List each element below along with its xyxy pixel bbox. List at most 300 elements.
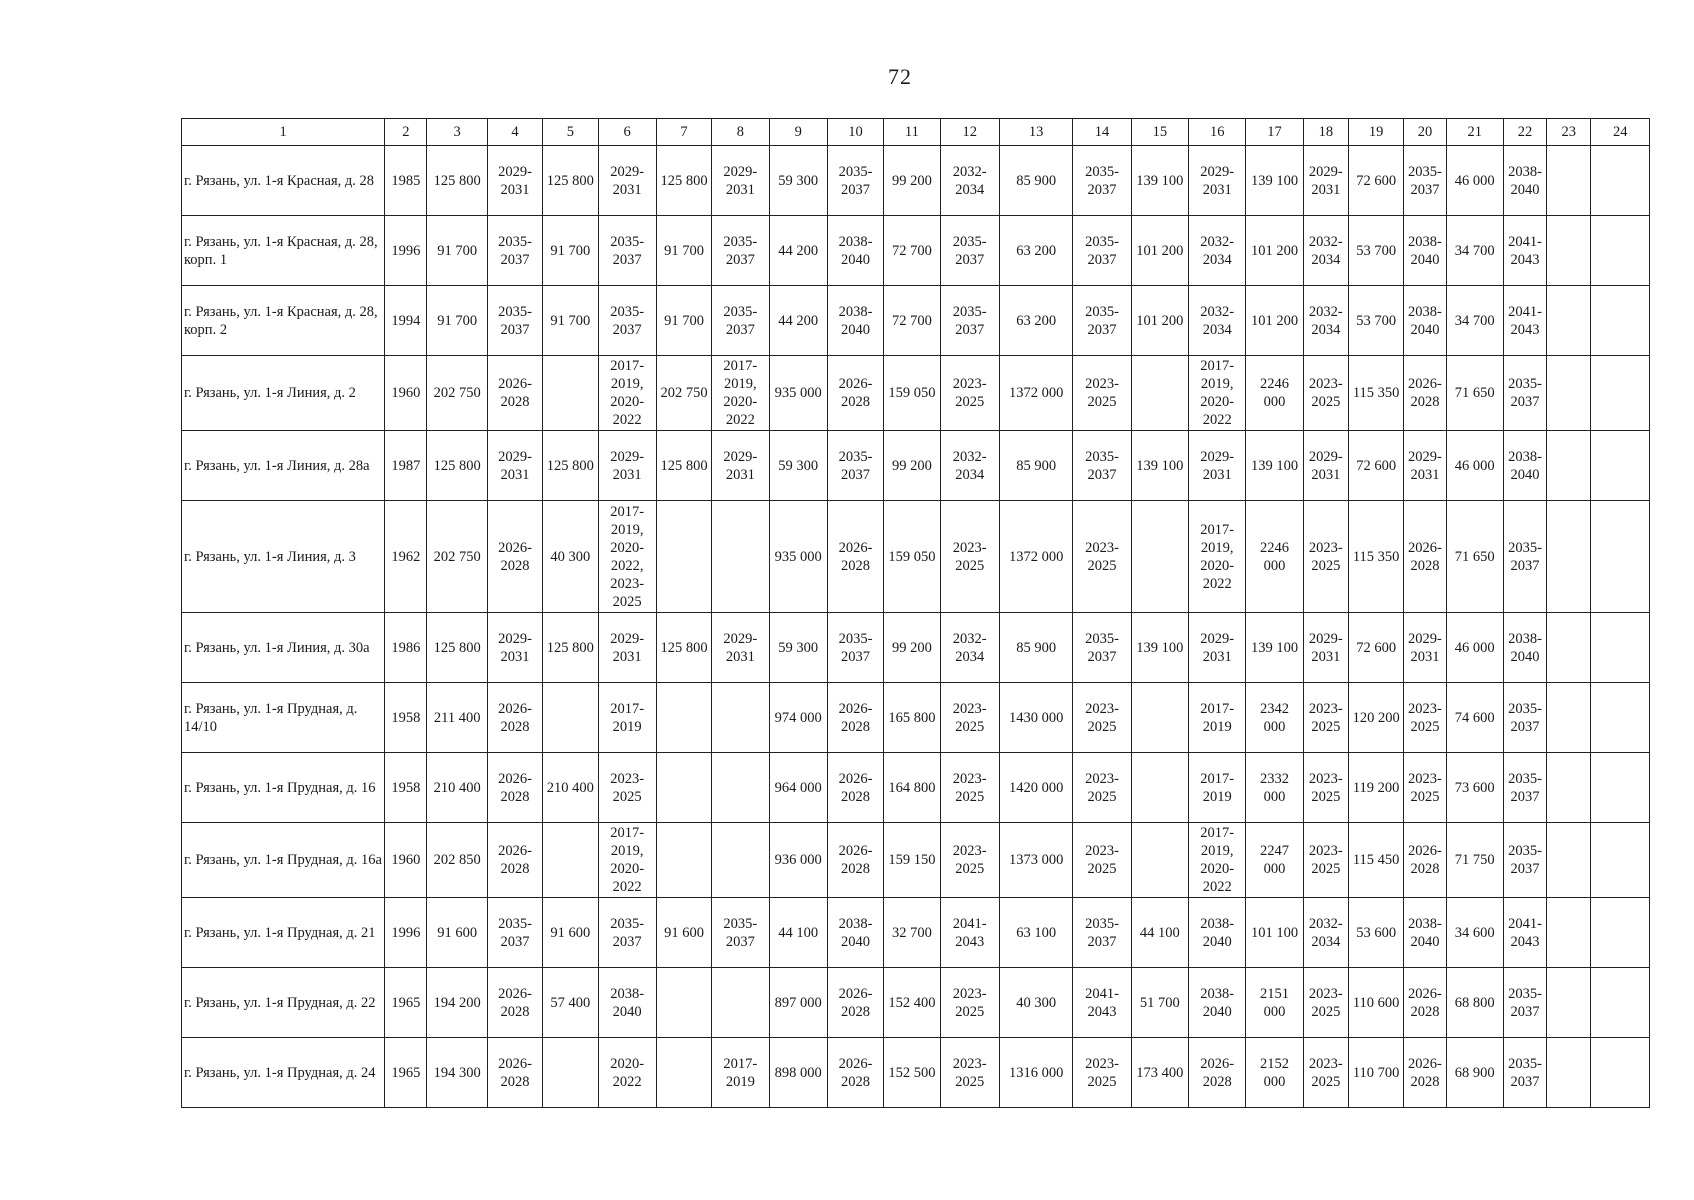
table-cell: 85 900 xyxy=(999,431,1072,501)
table-cell: 71 650 xyxy=(1446,356,1503,431)
table-cell: 974 000 xyxy=(769,683,827,753)
table-cell: 2035-2037 xyxy=(1503,683,1546,753)
table-cell xyxy=(1591,1038,1650,1108)
table-cell xyxy=(1131,356,1188,431)
table-cell: 2023-2025 xyxy=(598,753,656,823)
table-row xyxy=(182,431,1650,501)
table-cell: 32 700 xyxy=(884,898,940,968)
table-cell: 2017-2019, 2020-2022 xyxy=(598,823,656,898)
table-cell: 125 800 xyxy=(543,613,598,683)
table-cell: 1996 xyxy=(385,898,427,968)
table-cell: 2029-2031 xyxy=(598,613,656,683)
table-cell: 2023-2025 xyxy=(1073,753,1131,823)
table-cell: 2032-2034 xyxy=(1303,898,1348,968)
table-cell: 2023-2025 xyxy=(1303,501,1348,613)
table-cell: 2026-2028 xyxy=(827,501,883,613)
column-header-22: 22 xyxy=(1503,119,1546,146)
table-cell: 99 200 xyxy=(884,146,940,216)
table-cell: 152 500 xyxy=(884,1038,940,1108)
table-cell: 34 700 xyxy=(1446,216,1503,286)
table-cell: 125 800 xyxy=(427,431,487,501)
table-cell: 2026-2028 xyxy=(487,968,542,1038)
table-cell xyxy=(543,1038,598,1108)
table-cell: 2038-2040 xyxy=(1404,286,1446,356)
table-cell: 2038-2040 xyxy=(1503,431,1546,501)
table-cell: 2023-2025 xyxy=(1303,753,1348,823)
table-row xyxy=(182,968,1650,1038)
table-cell: 2026-2028 xyxy=(1189,1038,1246,1108)
table-cell xyxy=(1591,968,1650,1038)
table-cell xyxy=(712,823,769,898)
table-cell: 2023-2025 xyxy=(940,501,999,613)
table-cell xyxy=(1131,501,1188,613)
table-header xyxy=(182,119,1650,146)
table-cell: 63 200 xyxy=(999,286,1072,356)
table-cell: 2023-2025 xyxy=(940,1038,999,1108)
table-cell: 91 600 xyxy=(656,898,711,968)
table-cell xyxy=(543,356,598,431)
table-cell: 1373 000 xyxy=(999,823,1072,898)
table-cell xyxy=(543,823,598,898)
column-header-23: 23 xyxy=(1547,119,1591,146)
table-cell xyxy=(1131,753,1188,823)
table-cell: 139 100 xyxy=(1131,146,1188,216)
table-cell: 2023-2025 xyxy=(1404,683,1446,753)
table-cell: 210 400 xyxy=(427,753,487,823)
table-cell: 34 700 xyxy=(1446,286,1503,356)
table-cell: 99 200 xyxy=(884,431,940,501)
table-cell: 2035-2037 xyxy=(1073,286,1131,356)
table-cell: 2023-2025 xyxy=(1404,753,1446,823)
table-cell xyxy=(1547,613,1591,683)
table-cell: 68 900 xyxy=(1446,1038,1503,1108)
table-cell: 202 750 xyxy=(656,356,711,431)
column-header-13: 13 xyxy=(999,119,1072,146)
table-cell: 2038-2040 xyxy=(1503,146,1546,216)
table-cell xyxy=(712,968,769,1038)
table-cell: 159 050 xyxy=(884,356,940,431)
table-cell xyxy=(1547,501,1591,613)
table-cell: 2035-2037 xyxy=(712,216,769,286)
column-header-19: 19 xyxy=(1348,119,1403,146)
table-cell: 110 700 xyxy=(1348,1038,1403,1108)
data-table xyxy=(181,118,1650,1108)
table-cell: 101 100 xyxy=(1246,898,1303,968)
table-cell: 164 800 xyxy=(884,753,940,823)
table-cell: 2023-2025 xyxy=(1303,968,1348,1038)
table-cell: 59 300 xyxy=(769,431,827,501)
table-cell: 2029-2031 xyxy=(712,431,769,501)
table-cell: 1430 000 xyxy=(999,683,1072,753)
table-cell: 2032-2034 xyxy=(1303,216,1348,286)
table-cell: 2035-2037 xyxy=(1073,898,1131,968)
table-cell: 2023-2025 xyxy=(940,683,999,753)
table-cell: 72 600 xyxy=(1348,613,1403,683)
table-cell xyxy=(1547,286,1591,356)
table-cell: 2029-2031 xyxy=(1189,431,1246,501)
table-cell: 2035-2037 xyxy=(827,146,883,216)
table-cell: 1987 xyxy=(385,431,427,501)
table-cell: 2035-2037 xyxy=(712,898,769,968)
table-cell: 2026-2028 xyxy=(1404,1038,1446,1108)
table-cell: 119 200 xyxy=(1348,753,1403,823)
table-cell xyxy=(1591,356,1650,431)
table-cell: 2038-2040 xyxy=(1404,898,1446,968)
table-cell: 2029-2031 xyxy=(712,613,769,683)
table-cell xyxy=(712,501,769,613)
column-header-12: 12 xyxy=(940,119,999,146)
table-cell: 2023-2025 xyxy=(940,356,999,431)
table-cell: 2029-2031 xyxy=(1303,613,1348,683)
table-cell: 2035-2037 xyxy=(940,286,999,356)
table-cell: 2035-2037 xyxy=(487,286,542,356)
table-cell: 139 100 xyxy=(1246,613,1303,683)
table-cell: 68 800 xyxy=(1446,968,1503,1038)
table-cell: 2017-2019, 2020-2022 xyxy=(712,356,769,431)
table-cell: 2020-2022 xyxy=(598,1038,656,1108)
table-cell: 2035-2037 xyxy=(1073,146,1131,216)
table-cell: 2026-2028 xyxy=(1404,501,1446,613)
table-cell: 2035-2037 xyxy=(827,613,883,683)
table-cell: 139 100 xyxy=(1131,431,1188,501)
table-cell: 2023-2025 xyxy=(940,823,999,898)
table-cell: 125 800 xyxy=(543,146,598,216)
table-cell xyxy=(1591,898,1650,968)
table-cell: 2035-2037 xyxy=(1503,501,1546,613)
table-cell: 2029-2031 xyxy=(712,146,769,216)
table-cell: 44 200 xyxy=(769,286,827,356)
table-cell: 120 200 xyxy=(1348,683,1403,753)
page-number: 72 xyxy=(888,64,912,89)
table-cell: 152 400 xyxy=(884,968,940,1038)
table-cell: 2038-2040 xyxy=(598,968,656,1038)
table-cell: 115 450 xyxy=(1348,823,1403,898)
table-cell: 2038-2040 xyxy=(1503,613,1546,683)
table-cell: 125 800 xyxy=(427,613,487,683)
table-cell: 2026-2028 xyxy=(487,753,542,823)
table-cell: 2038-2040 xyxy=(1189,968,1246,1038)
table-cell: 57 400 xyxy=(543,968,598,1038)
table-cell: 2029-2031 xyxy=(487,613,542,683)
table-row xyxy=(182,613,1650,683)
table-cell: 2247 000 xyxy=(1246,823,1303,898)
table-cell: 2332 000 xyxy=(1246,753,1303,823)
table-cell: 1965 xyxy=(385,968,427,1038)
table-cell: 1994 xyxy=(385,286,427,356)
table-cell: 91 700 xyxy=(427,286,487,356)
table-cell xyxy=(656,823,711,898)
table-cell: 2035-2037 xyxy=(712,286,769,356)
table-cell: 935 000 xyxy=(769,356,827,431)
table-cell: 40 300 xyxy=(543,501,598,613)
table-cell: 2038-2040 xyxy=(1189,898,1246,968)
table-cell xyxy=(1591,286,1650,356)
table-cell: 101 200 xyxy=(1246,286,1303,356)
table-row xyxy=(182,501,1650,613)
table-cell: 85 900 xyxy=(999,613,1072,683)
table-cell: 2035-2037 xyxy=(1503,968,1546,1038)
table-cell: 101 200 xyxy=(1246,216,1303,286)
table-cell: 897 000 xyxy=(769,968,827,1038)
column-header-17: 17 xyxy=(1246,119,1303,146)
table-cell: 2035-2037 xyxy=(598,898,656,968)
table-cell: 101 200 xyxy=(1131,286,1188,356)
table-cell: 2023-2025 xyxy=(1073,356,1131,431)
table-cell: 139 100 xyxy=(1246,146,1303,216)
address-cell: г. Рязань, ул. 1-я Красная, д. 28, корп. 2 xyxy=(182,286,385,356)
table-cell xyxy=(1591,216,1650,286)
table-cell: 2032-2034 xyxy=(1189,286,1246,356)
column-header-1: 1 xyxy=(182,119,385,146)
table-row xyxy=(182,216,1650,286)
table-row xyxy=(182,683,1650,753)
table-cell: 194 200 xyxy=(427,968,487,1038)
table-cell: 2026-2028 xyxy=(487,823,542,898)
table-cell: 2035-2037 xyxy=(1503,356,1546,431)
table-cell: 2023-2025 xyxy=(940,753,999,823)
table-cell: 2017-2019 xyxy=(598,683,656,753)
table-cell xyxy=(1591,501,1650,613)
table-cell: 2023-2025 xyxy=(1303,683,1348,753)
table-cell: 91 600 xyxy=(543,898,598,968)
table-cell: 71 650 xyxy=(1446,501,1503,613)
table-cell: 53 700 xyxy=(1348,286,1403,356)
table-cell xyxy=(1547,216,1591,286)
table-row xyxy=(182,286,1650,356)
table-cell: 2017-2019 xyxy=(1189,753,1246,823)
table-cell xyxy=(1591,753,1650,823)
column-header-3: 3 xyxy=(427,119,487,146)
table-cell xyxy=(656,501,711,613)
table-cell: 139 100 xyxy=(1246,431,1303,501)
table-cell: 2026-2028 xyxy=(487,501,542,613)
table-cell: 2026-2028 xyxy=(487,356,542,431)
table-cell: 125 800 xyxy=(427,146,487,216)
table-cell: 2035-2037 xyxy=(487,898,542,968)
table-cell: 44 200 xyxy=(769,216,827,286)
table-cell: 964 000 xyxy=(769,753,827,823)
column-header-15: 15 xyxy=(1131,119,1188,146)
table-cell: 46 000 xyxy=(1446,146,1503,216)
table-cell: 72 600 xyxy=(1348,146,1403,216)
table-cell: 159 150 xyxy=(884,823,940,898)
table-cell: 110 600 xyxy=(1348,968,1403,1038)
table-cell: 936 000 xyxy=(769,823,827,898)
table-cell: 2041-2043 xyxy=(1503,286,1546,356)
table-cell: 2029-2031 xyxy=(598,146,656,216)
table-cell: 2023-2025 xyxy=(1073,823,1131,898)
table-cell: 2017-2019, 2020-2022 xyxy=(598,356,656,431)
table-cell: 2041-2043 xyxy=(1503,898,1546,968)
address-cell: г. Рязань, ул. 1-я Линия, д. 28а xyxy=(182,431,385,501)
table-cell: 173 400 xyxy=(1131,1038,1188,1108)
table-cell: 2038-2040 xyxy=(827,898,883,968)
table-cell: 2029-2031 xyxy=(1404,431,1446,501)
table-cell: 91 700 xyxy=(656,216,711,286)
table-cell: 1372 000 xyxy=(999,356,1072,431)
column-header-4: 4 xyxy=(487,119,542,146)
table-cell xyxy=(656,753,711,823)
table-cell: 125 800 xyxy=(543,431,598,501)
table-cell: 2032-2034 xyxy=(940,431,999,501)
table-cell: 2029-2031 xyxy=(487,146,542,216)
table-cell xyxy=(1547,753,1591,823)
table-cell: 2026-2028 xyxy=(827,753,883,823)
table-cell: 115 350 xyxy=(1348,356,1403,431)
table-cell: 63 200 xyxy=(999,216,1072,286)
table-cell: 2035-2037 xyxy=(940,216,999,286)
table-cell: 2026-2028 xyxy=(827,968,883,1038)
table-cell: 2038-2040 xyxy=(1404,216,1446,286)
table-cell: 202 850 xyxy=(427,823,487,898)
table-cell: 2029-2031 xyxy=(1303,146,1348,216)
table-cell: 2035-2037 xyxy=(1073,216,1131,286)
table-row xyxy=(182,823,1650,898)
table-cell: 1996 xyxy=(385,216,427,286)
table-cell xyxy=(712,753,769,823)
table-cell xyxy=(1591,683,1650,753)
table-cell: 159 050 xyxy=(884,501,940,613)
table-cell xyxy=(1547,968,1591,1038)
table-cell xyxy=(1547,683,1591,753)
table-cell: 2017-2019 xyxy=(1189,683,1246,753)
table-cell: 210 400 xyxy=(543,753,598,823)
table-cell: 2035-2037 xyxy=(1073,613,1131,683)
table-cell: 2023-2025 xyxy=(940,968,999,1038)
column-header-10: 10 xyxy=(827,119,883,146)
table-cell: 1962 xyxy=(385,501,427,613)
table-row xyxy=(182,356,1650,431)
column-header-9: 9 xyxy=(769,119,827,146)
table-cell: 2029-2031 xyxy=(598,431,656,501)
table-cell: 91 700 xyxy=(656,286,711,356)
table-cell: 2017-2019 xyxy=(712,1038,769,1108)
table-cell: 72 700 xyxy=(884,216,940,286)
table-cell: 1372 000 xyxy=(999,501,1072,613)
table-cell: 34 600 xyxy=(1446,898,1503,968)
table-cell: 2038-2040 xyxy=(827,216,883,286)
table-cell xyxy=(712,683,769,753)
column-header-2: 2 xyxy=(385,119,427,146)
table-cell: 2151 000 xyxy=(1246,968,1303,1038)
table-cell xyxy=(1547,823,1591,898)
table-cell: 125 800 xyxy=(656,431,711,501)
table-cell: 2026-2028 xyxy=(487,683,542,753)
table-cell: 59 300 xyxy=(769,146,827,216)
table-cell: 2035-2037 xyxy=(598,286,656,356)
address-cell: г. Рязань, ул. 1-я Линия, д. 30а xyxy=(182,613,385,683)
table-cell: 2342 000 xyxy=(1246,683,1303,753)
table-cell: 2032-2034 xyxy=(940,146,999,216)
table-cell: 1960 xyxy=(385,356,427,431)
table-cell: 1958 xyxy=(385,683,427,753)
address-cell: г. Рязань, ул. 1-я Прудная, д. 16а xyxy=(182,823,385,898)
table-cell: 2041-2043 xyxy=(940,898,999,968)
table-cell: 2035-2037 xyxy=(1404,146,1446,216)
table-cell: 46 000 xyxy=(1446,613,1503,683)
address-cell: г. Рязань, ул. 1-я Прудная, д. 21 xyxy=(182,898,385,968)
table-cell: 91 700 xyxy=(543,286,598,356)
column-header-18: 18 xyxy=(1303,119,1348,146)
table-cell: 1420 000 xyxy=(999,753,1072,823)
table-cell: 91 700 xyxy=(543,216,598,286)
table-cell: 1316 000 xyxy=(999,1038,1072,1108)
table-cell: 2023-2025 xyxy=(1303,1038,1348,1108)
table-cell: 1986 xyxy=(385,613,427,683)
table-cell: 2026-2028 xyxy=(827,1038,883,1108)
table-cell: 2038-2040 xyxy=(827,286,883,356)
table-cell: 2032-2034 xyxy=(1303,286,1348,356)
table-row xyxy=(182,1038,1650,1108)
table-cell: 139 100 xyxy=(1131,613,1188,683)
table-cell: 51 700 xyxy=(1131,968,1188,1038)
table-cell: 2152 000 xyxy=(1246,1038,1303,1108)
table-cell: 74 600 xyxy=(1446,683,1503,753)
table-cell: 125 800 xyxy=(656,613,711,683)
table-cell: 2023-2025 xyxy=(1073,1038,1131,1108)
table-cell: 2029-2031 xyxy=(487,431,542,501)
table-cell: 2026-2028 xyxy=(827,823,883,898)
table-cell: 2032-2034 xyxy=(1189,216,1246,286)
column-header-7: 7 xyxy=(656,119,711,146)
address-cell: г. Рязань, ул. 1-я Линия, д. 2 xyxy=(182,356,385,431)
table-cell: 898 000 xyxy=(769,1038,827,1108)
header-row xyxy=(182,119,1650,146)
table-cell: 2023-2025 xyxy=(1303,823,1348,898)
table-cell xyxy=(1547,431,1591,501)
table-cell: 59 300 xyxy=(769,613,827,683)
table-cell: 2017-2019, 2020-2022 xyxy=(1189,501,1246,613)
column-header-16: 16 xyxy=(1189,119,1246,146)
table-cell: 44 100 xyxy=(769,898,827,968)
table-cell xyxy=(1591,613,1650,683)
table-cell: 2026-2028 xyxy=(487,1038,542,1108)
table-cell: 44 100 xyxy=(1131,898,1188,968)
table-cell xyxy=(656,968,711,1038)
table-cell: 2023-2025 xyxy=(1073,501,1131,613)
table-cell: 165 800 xyxy=(884,683,940,753)
table-cell: 2017-2019, 2020-2022 xyxy=(1189,823,1246,898)
column-header-8: 8 xyxy=(712,119,769,146)
table-cell: 2035-2037 xyxy=(1503,1038,1546,1108)
column-header-5: 5 xyxy=(543,119,598,146)
address-cell: г. Рязань, ул. 1-я Красная, д. 28 xyxy=(182,146,385,216)
table-cell: 202 750 xyxy=(427,356,487,431)
table-cell: 2246 000 xyxy=(1246,356,1303,431)
table-cell: 1958 xyxy=(385,753,427,823)
table-cell: 2026-2028 xyxy=(827,356,883,431)
table-cell: 2035-2037 xyxy=(827,431,883,501)
column-header-24: 24 xyxy=(1591,119,1650,146)
table-cell: 115 350 xyxy=(1348,501,1403,613)
table-cell: 91 700 xyxy=(427,216,487,286)
column-header-14: 14 xyxy=(1073,119,1131,146)
table-cell: 2035-2037 xyxy=(1503,823,1546,898)
table-cell: 202 750 xyxy=(427,501,487,613)
table-cell: 71 750 xyxy=(1446,823,1503,898)
column-header-6: 6 xyxy=(598,119,656,146)
table-cell xyxy=(543,683,598,753)
table-row xyxy=(182,753,1650,823)
table-cell: 1985 xyxy=(385,146,427,216)
column-header-11: 11 xyxy=(884,119,940,146)
table-cell: 2029-2031 xyxy=(1189,613,1246,683)
table-cell: 2017-2019, 2020-2022 xyxy=(1189,356,1246,431)
table-cell: 2041-2043 xyxy=(1073,968,1131,1038)
table-cell xyxy=(1547,356,1591,431)
table-cell xyxy=(1591,146,1650,216)
table-cell: 2246 000 xyxy=(1246,501,1303,613)
